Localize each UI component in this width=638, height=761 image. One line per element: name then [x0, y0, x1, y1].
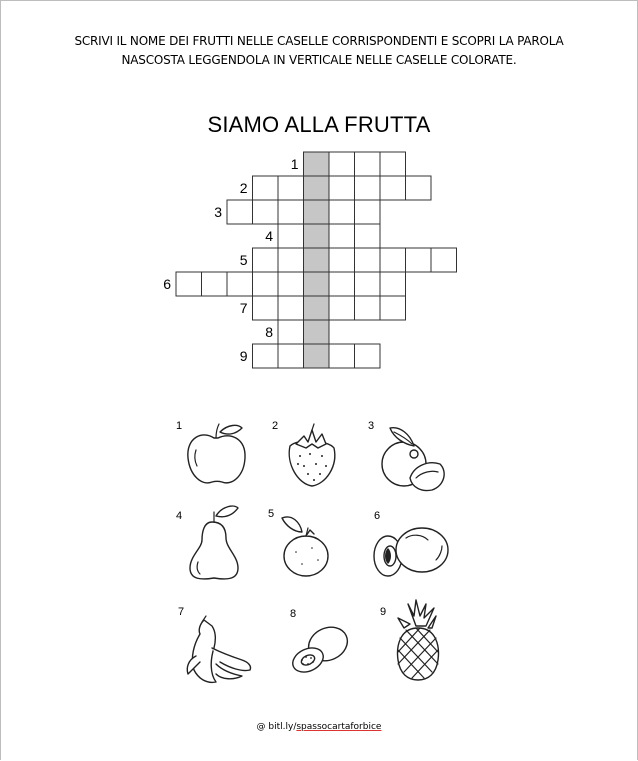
- instructions-line-1: SCRIVI IL NOME DEI FRUTTI NELLE CASELLE CORRISPONDENTI E SCOPRI LA PAROLA: [74, 34, 564, 48]
- crossword-row-number: 6: [163, 276, 171, 292]
- crossword-cell[interactable]: [355, 152, 381, 176]
- crossword-cell[interactable]: [380, 176, 406, 200]
- crossword-row-number: 1: [290, 156, 299, 172]
- fruit-item-7: [176, 600, 266, 690]
- crossword-cell-highlighted[interactable]: [304, 344, 330, 368]
- plum-icon: [366, 504, 456, 594]
- peach-icon: [364, 416, 454, 506]
- fruit-number: 9: [380, 606, 387, 618]
- crossword-cell[interactable]: [329, 248, 355, 272]
- crossword-cell-highlighted[interactable]: [304, 296, 330, 320]
- crossword-row-number: 4: [265, 228, 273, 244]
- crossword-cell[interactable]: [329, 296, 355, 320]
- fruit-item-4: [172, 504, 262, 594]
- crossword-row-number: 5: [239, 252, 248, 268]
- fruit-number: 7: [178, 606, 185, 618]
- crossword-cell[interactable]: [329, 176, 355, 200]
- crossword-cell[interactable]: [278, 272, 304, 296]
- crossword-cell-highlighted[interactable]: [304, 224, 330, 248]
- crossword-cell[interactable]: [253, 296, 279, 320]
- pear-icon: [172, 504, 262, 594]
- apple-icon: [172, 416, 262, 506]
- crossword-cell[interactable]: [278, 320, 304, 344]
- crossword-cell[interactable]: [278, 200, 304, 224]
- footer-link[interactable]: spassocartaforbice: [296, 722, 382, 732]
- crossword-cell[interactable]: [406, 176, 432, 200]
- pineapple-icon: [376, 598, 466, 688]
- crossword-row-number: 8: [265, 324, 273, 340]
- crossword-cell[interactable]: [329, 224, 355, 248]
- crossword-cell[interactable]: [278, 344, 304, 368]
- fruit-item-3: [364, 416, 454, 506]
- crossword-cell-highlighted[interactable]: [304, 320, 330, 344]
- crossword-cell[interactable]: [380, 152, 406, 176]
- fruit-number: 8: [290, 608, 297, 620]
- crossword-cell[interactable]: [278, 248, 304, 272]
- crossword-cell-highlighted[interactable]: [304, 152, 330, 176]
- fruit-item-9: [376, 598, 466, 688]
- crossword-cell[interactable]: [278, 176, 304, 200]
- instructions-line-2: NASCOSTA LEGGENDOLA IN VERTICALE NELLE CASELLE COLORATE.: [121, 53, 517, 67]
- crossword-cell[interactable]: [176, 272, 202, 296]
- crossword-cell[interactable]: [329, 272, 355, 296]
- crossword-row-number: 2: [239, 180, 248, 196]
- crossword-row-number: 3: [214, 204, 222, 220]
- crossword-cell-highlighted[interactable]: [304, 248, 330, 272]
- fruit-item-2: [268, 416, 358, 506]
- fruit-number: 1: [176, 420, 183, 432]
- crossword-cell[interactable]: [329, 152, 355, 176]
- fruit-item-8: [284, 600, 374, 690]
- kiwi-icon: [284, 600, 374, 690]
- crossword-cell[interactable]: [329, 200, 355, 224]
- crossword-cell[interactable]: [227, 272, 253, 296]
- crossword-cell-highlighted[interactable]: [304, 272, 330, 296]
- fruit-item-1: [172, 416, 262, 506]
- fruit-number: 3: [368, 420, 375, 432]
- footer-credit: [0, 722, 638, 732]
- crossword-cell[interactable]: [355, 224, 381, 248]
- crossword-cell[interactable]: [380, 296, 406, 320]
- crossword-cell[interactable]: [253, 176, 279, 200]
- banana-icon: [176, 600, 266, 690]
- crossword-cell[interactable]: [278, 224, 304, 248]
- fruit-item-6: [366, 504, 456, 594]
- crossword-cell-highlighted[interactable]: [304, 176, 330, 200]
- crossword-cell[interactable]: [355, 200, 381, 224]
- crossword-cell[interactable]: [355, 176, 381, 200]
- crossword-cell[interactable]: [380, 272, 406, 296]
- crossword-row-number: 9: [239, 348, 248, 364]
- crossword-cell[interactable]: [406, 248, 432, 272]
- crossword-cell-highlighted[interactable]: [304, 200, 330, 224]
- crossword-cell[interactable]: [355, 248, 381, 272]
- crossword-cell[interactable]: [380, 248, 406, 272]
- crossword-cell[interactable]: [253, 248, 279, 272]
- crossword-cell[interactable]: [355, 272, 381, 296]
- fruit-number: 2: [272, 420, 279, 432]
- tangerine-icon: [266, 504, 356, 594]
- crossword-cell[interactable]: [278, 296, 304, 320]
- crossword-cell[interactable]: [329, 344, 355, 368]
- crossword-cell[interactable]: [431, 248, 457, 272]
- fruit-item-5: [266, 504, 356, 594]
- strawberry-icon: [268, 416, 358, 506]
- page-title: SIAMO ALLA FRUTTA: [207, 112, 431, 137]
- fruit-number: 6: [374, 510, 381, 522]
- crossword-cell[interactable]: [253, 272, 279, 296]
- crossword-cell[interactable]: [227, 200, 253, 224]
- crossword-row-number: 7: [239, 300, 248, 316]
- crossword-cell[interactable]: [253, 200, 279, 224]
- fruit-number: 4: [176, 510, 183, 522]
- crossword-cell[interactable]: [253, 344, 279, 368]
- crossword-cell[interactable]: [202, 272, 228, 296]
- crossword-cell[interactable]: [355, 296, 381, 320]
- footer-prefix: @ bitl.ly/: [256, 722, 297, 732]
- fruit-number: 5: [268, 508, 275, 520]
- crossword-cell[interactable]: [355, 344, 381, 368]
